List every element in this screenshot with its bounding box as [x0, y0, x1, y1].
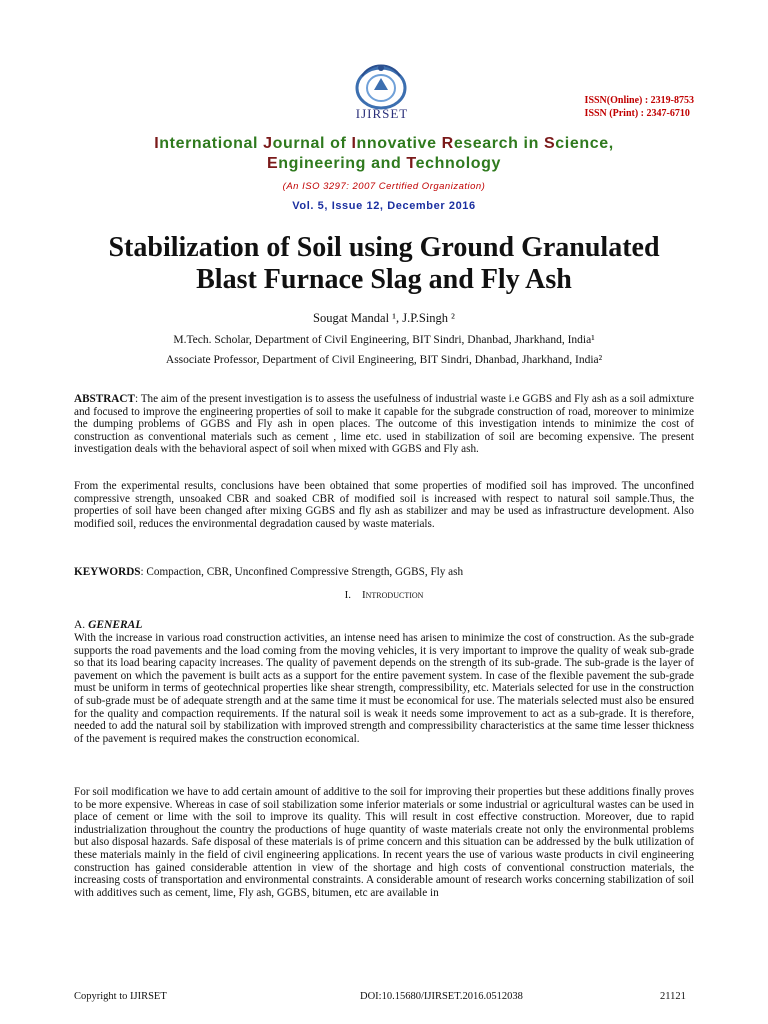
abstract-paragraph-2: From the experimental results, conclusions have been obtained that some properties of modified soil has improved. The unconfined compressive strength, unsoaked CBR and soaked CBR of modified soil is increased with respect to natural soil sample.Thus, the properties of soil have been changed after mixing GGBS and fly ash as stabilizer and may be used as infrastructure development. Also modified soil, reduces the environmental degradation caused by waste materials. [74, 480, 694, 530]
issn-print: ISSN (Print) : 2347-6710 [584, 108, 690, 119]
section-title: Introduction [361, 589, 424, 601]
authors: Sougat Mandal ¹, J.P.Singh ² [313, 311, 455, 325]
section-number: I. [344, 589, 351, 601]
footer-copyright: Copyright to IJIRSET [74, 991, 167, 1002]
paper-title-line1: Stabilization of Soil using Ground Granulated [108, 232, 660, 263]
keywords-line [74, 566, 694, 579]
iso-certification: (An ISO 3297: 2007 Certified Organization) [282, 181, 486, 192]
volume-issue: Vol. 5, Issue 12, December 2016 [292, 200, 476, 212]
subsection-number: A. [74, 619, 86, 631]
issn-block [585, 94, 694, 120]
issn-online: ISSN(Online) : 2319-8753 [584, 95, 694, 106]
abstract-label: ABSTRACT [74, 393, 135, 405]
affiliation-1: M.Tech. Scholar, Department of Civil Engineering, BIT Sindri, Dhanbad, Jharkhand, India¹ [173, 334, 595, 346]
keywords-text: : Compaction, CBR, Unconfined Compressive Strength, GGBS, Fly ash [140, 566, 464, 578]
ijirset-logo-icon [340, 58, 422, 110]
affiliation-2: Associate Professor, Department of Civil Engineering, BIT Sindri, Dhanbad, Jharkhand, India² [165, 354, 603, 366]
footer-doi: DOI:10.15680/IJIRSET.2016.0512038 [360, 991, 523, 1002]
general-paragraph-2: For soil modification we have to add certain amount of additive to the soil for improving their properties but these additions finally proves to be more expensive. Whereas in case of soil stabilization some inferior materials or some industrial or agricultural wastes can be used in place of cement or lime with the soil to improve its quality. This will result in cost effective construction. Moreover, due to rapid industrialization throughout the country the productions of huge quantity of waste materials create not only the environmental problems but also disposal hazards. Safe disposal of these materials is of prime concern and this situation can be addressed by the bulk utilization of these materials mainly in the field of civil engineering applications. In recent years the use of various waste products in civil engineering construction has gained considerable attention in view of the shortage and high costs of conventional construction materials, the increasing costs of transportation and environmental constraints. A considerable amount of research works concerning stabilization of soil with additives such as cement, lime, Fly ash, GGBS, bitumen, etc are available in [74, 786, 694, 899]
paper-title [40, 232, 728, 296]
journal-name-line1: International Journal of Innovative Research in Science, [154, 135, 614, 152]
section-heading-introduction [0, 589, 768, 601]
keywords-label: KEYWORDS [74, 566, 141, 578]
paper-title-line2: Blast Furnace Slag and Fly Ash [196, 264, 572, 295]
abstract-text-1: : The aim of the present investigation is to assess the usefulness of industrial waste i.e GGBS and Fly ash as a soil admixture and focused to improve the engineering properties of soil to make it capable for the subgrade construction of road, moreover to minimize the dumping problems of GGBS and Fly ash in open places. The outcome of this investigation intends to minimize the cost of construction as conventional materials such as cement , lime etc. used in stabilization of soil are becoming expensive. The present investigation deals with the behavioral aspect of soil when mixed with GGBS and Fly ash. [74, 393, 694, 456]
journal-name-line2: Engineering and Technology [266, 155, 501, 172]
general-paragraph-1: With the increase in various road construction activities, an intense need has arisen to minimize the cost of construction. As the sub-grade supports the road pavements and the load coming from the moving vehicles, it is very important to improve the quality of weak sub-grade so that its load bearing capacity increases. The quality of pavement depends on the strength of its sub-grade. The sub-grade is the layer of pavement on which the pavement is built acts as a support for the entire pavement system. In case of the flexible pavement the sub-grade must be uniform in terms of geotechnical properties like shear strength, compressibility, etc. Materials selected for use in the construction of sub-grade must be of adequate strength and at the same time it must be economical for use. The materials selected must also be ensured for the quality and compaction requirements. If the natural soil is weak it needs some improvement to act as a sub-grade. It is therefore, needed to add the natural soil by stabilization with improved strength and compressibility characteristics at the same time lesser thickness of the pavement is required makes the construction economical. [74, 632, 694, 745]
abstract-paragraph-1 [74, 393, 694, 456]
footer-page-number: 21121 [660, 991, 686, 1002]
subsection-title: GENERAL [88, 619, 143, 631]
logo-text: IJIRSET [355, 106, 409, 121]
subsection-heading-general [74, 619, 142, 631]
